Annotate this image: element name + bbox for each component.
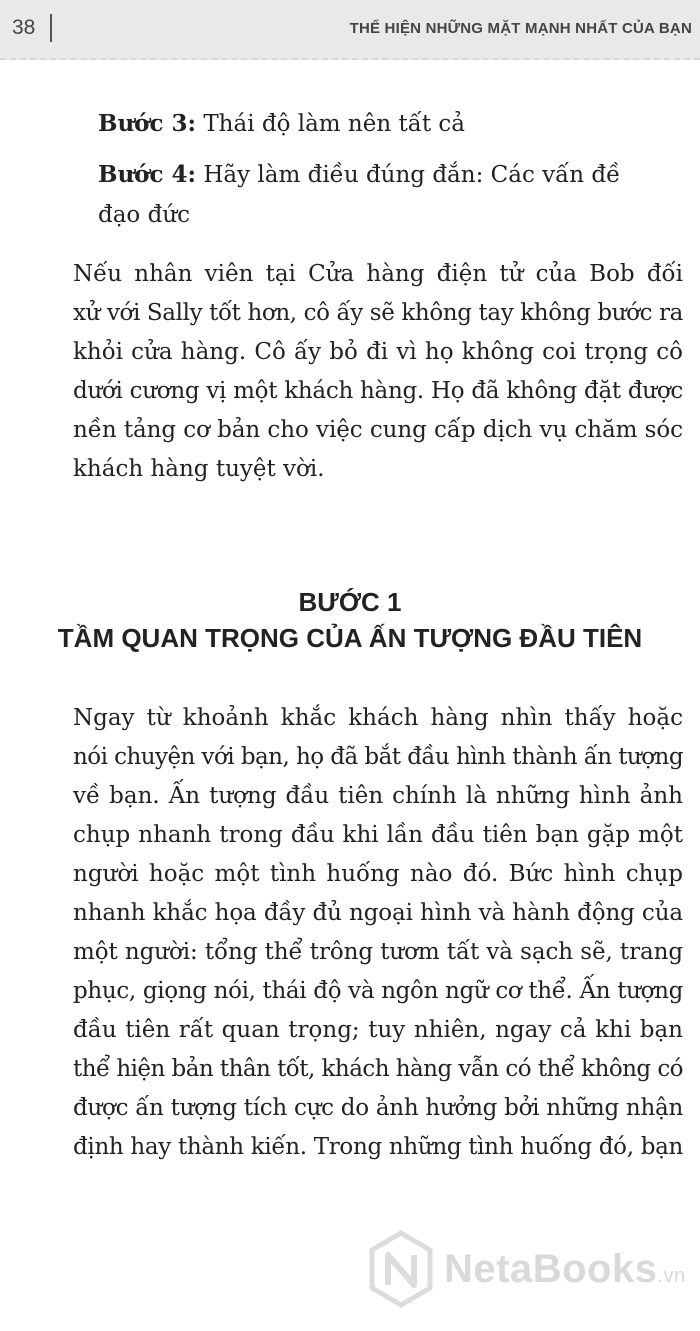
paragraph-line: thể hiện bản thân tốt, khách hàng vẫn có thể không có (73, 1056, 683, 1082)
paragraph-line: xử với Sally tốt hơn, cô ấy sẽ không tay không bước ra (73, 300, 683, 326)
step-text-continued: đạo đức (98, 202, 191, 228)
paragraph-line: nền tảng cơ bản cho việc cung cấp dịch vụ chăm sóc (73, 417, 683, 443)
paragraph-line: về bạn. Ấn tượng đầu tiên chính là những hình ảnh (73, 783, 683, 809)
paragraph-line: đầu tiên rất quan trọng; tuy nhiên, ngay cả khi bạn (73, 1017, 683, 1043)
header-divider (50, 14, 52, 42)
paragraph-line: chụp nhanh trong đầu khi lần đầu tiên bạn gặp một (73, 822, 683, 848)
page-number: 38 (12, 16, 36, 39)
watermark-text (444, 1247, 686, 1292)
step-list (98, 104, 658, 235)
body-paragraph-2 (73, 699, 683, 1167)
step-label: Bước 3: (98, 110, 197, 137)
body-paragraph-1 (73, 255, 683, 489)
paragraph-line: Ngay từ khoảnh khắc khách hàng nhìn thấy hoặc (73, 705, 683, 731)
page-header (0, 0, 700, 60)
paragraph-line: phục, giọng nói, thái độ và ngôn ngữ cơ thể. Ấn tượng (73, 978, 683, 1004)
step-item (98, 155, 658, 235)
step-text: Hãy làm điều đúng đắn: Các vấn đề (196, 162, 621, 188)
paragraph-line: khách hàng tuyệt vời. (73, 456, 325, 482)
running-title: THỂ HIỆN NHỮNG MẶT MẠNH NHẤT CỦA BẠN (349, 20, 692, 37)
step-label: Bước 4: (98, 161, 197, 188)
step-item (98, 104, 658, 144)
watermark (366, 1229, 686, 1309)
paragraph-line: người hoặc một tình huống nào đó. Bức hình chụp (73, 861, 683, 887)
paragraph-line: nói chuyện với bạn, họ đã bắt đầu hình thành ấn tượng (73, 744, 683, 770)
paragraph-line: Nếu nhân viên tại Cửa hàng điện tử của Bob đối (73, 261, 683, 287)
n-hexagon-logo-icon (366, 1229, 436, 1309)
watermark-brand: NetaBooks (444, 1247, 658, 1291)
section-step-number: BƯỚC 1 (298, 587, 402, 617)
paragraph-line: nhanh khắc họa đầy đủ ngoại hình và hành động của (73, 900, 683, 926)
paragraph-line: một người: tổng thể trông tươm tất và sạch sẽ, trang (73, 939, 683, 965)
step-text: Thái độ làm nên tất cả (196, 111, 465, 137)
paragraph-line: được ấn tượng tích cực do ảnh hưởng bởi những nhận (73, 1095, 683, 1121)
watermark-suffix: .vn (657, 1265, 686, 1287)
paragraph-line: dưới cương vị một khách hàng. Họ đã không đặt được (73, 378, 683, 404)
section-heading (0, 584, 700, 656)
paragraph-line: định hay thành kiến. Trong những tình huống đó, bạn (73, 1134, 683, 1160)
paragraph-line: khỏi cửa hàng. Cô ấy bỏ đi vì họ không coi trọng cô (73, 339, 683, 365)
section-title: TẦM QUAN TRỌNG CỦA ẤN TƯỢNG ĐẦU TIÊN (57, 623, 643, 653)
